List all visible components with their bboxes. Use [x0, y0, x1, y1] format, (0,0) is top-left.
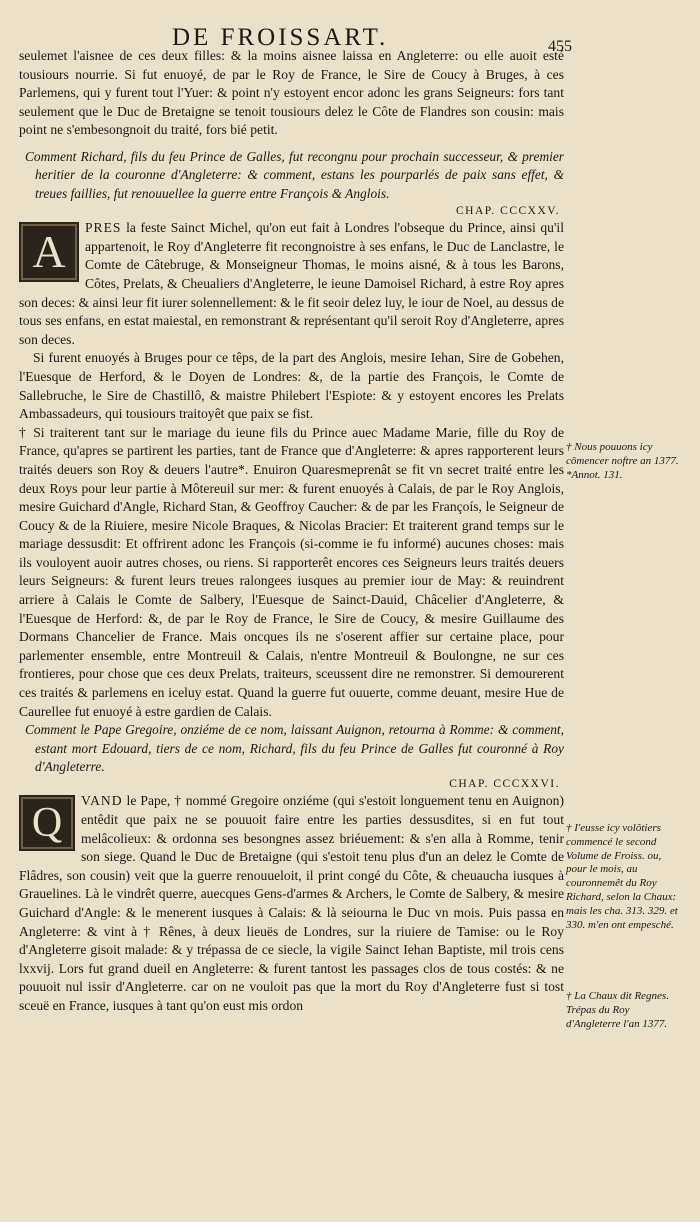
opening-paragraph: seulemet l'aisnee de ces deux filles: & la moins aisnee laissa en Angleterre: ou elle auoit esté tousiours nourrie. Si fut enuoyé, de par le Roy de France, le Sire de Coucy à Bruges, à ces Parlemens, qui y furent tout l'Yuer: & point n'y estoyent encor adonc les grans Seigneurs: fors tant seulement que le Duc de Bretaigne se tenoit tousiours delez le Côte de Flandres son cousin: mais point ne s'embesongnoit du traité, fors bié petit. — [19, 48, 564, 138]
chapter-325-lead-word: PRES — [85, 220, 122, 236]
main-text-column — [19, 47, 564, 1016]
page-number: 455 — [548, 38, 572, 55]
chapter-326-paragraph-1-text: le Pape, † nommé Gregoire onziéme (qui s'estoit longuement tenu en Auignon) entêdit que paix ne se pouuoit faire entre les parties dessusdites, si en fut tout melâcolieux: & ordonna ses besongnes assez briéuement: & s'en alla à Romme, tenir son siege. Quand le Duc de Bretaigne (qui s'estoit tenu plus d'un an delez le Comte de Flâdres, son cousin) veit que la guerre renouueloit, il print congé du Côte, & cheuaucha iusques à Grauelines. Là le vindrêt querre, auecques Gens-d'armes & Archers, le Comte de Salbery, & mesire Guichard d'Angle: & le menerent iusques à Calais: & là seiourna le Duc vn mois. Puis passa en Angleterre: & vint à † Rênes, à deux lieuës de Londres, sur la riuiere de Tamise: ou le Roy d'Angleterre gisoit malade: & y trépassa de ce siecle, la vigile Sainct Iehan Baptiste, mil trois cens lxxvij. Lors fut grand dueil en Angleterre: & furent tantost les passages clos de tous costés: & ne pouuoit nul issir d'Angleterre. car on ne vouloit pas que la mort du Roy d'Angleterre fust si tost sceuë en France, iusques à tant qu'on eust mis ordon — [19, 793, 564, 1013]
chapter-325-paragraph-1-text: la feste Sainct Michel, qu'on eut fait à Londres l'obseque du Prince, ainsi qu'il appartenoit, le Roy d'Angleterre fit recongnoistre à ses enfans, le Duc de Lanclastre, le Comte de Câtebruge, & Monseigneur Thomas, le moins aisné, & à tous les Barons, Côtes, Prelats, & Cheualiers d'Angleterre, le ieune Damoisel Richard, à estre Roy apres son deces: & ainsi leur fit iurer solennellement: & le fit seoir delez luy, le iour de Noel, au dessus de tous ses enfans, en estat maiestal, en remonstrant & représentant qu'il seroit Roy d'Angleterre, apres son deces. — [19, 220, 564, 347]
chapter-326-number: CHAP. CCCXXVI. — [449, 778, 560, 791]
chapter-326-paragraph-1 — [19, 792, 564, 1015]
running-head: DE FROISSART. — [172, 24, 389, 51]
margin-note-death: † La Chaux dit Regnes. Trépas du Roy d'Angleterre l'an 1377. — [566, 990, 669, 1030]
margin-note-volume: † I'eusse icy volôtiers commencé le second Volume de Froiss. ou, pour le mois, au couronnemêt du Roy Richard, selon la Chaux: mais les cha. 313. 329. et 330. m'en ont empesché. — [566, 822, 678, 931]
chapter-325-paragraph-1 — [19, 219, 564, 349]
drop-cap-q: Q — [19, 795, 75, 851]
drop-cap-a: A — [19, 222, 79, 282]
chapter-326-heading: Comment le Pape Gregoire, onziéme de ce nom, laissant Auignon, retourna à Romme: & comment, estant mort Edouard, tiers de ce nom, Richard, fils du feu Prince de Galles fut couronné à Roy d'Angleterre. — [25, 722, 564, 775]
chapter-325-paragraph-2: Si furent enuoyés à Bruges pour ce têps, de la part des Anglois, mesire Iehan, Sire de Gobehen, l'Euesque de Herford, & le Doyen de Londres: &, de la partie des François, le Comte de Sallebruche, le Sire de Chastillô, & maistre Philebert l'Espiote: & y estoyent encores les Prelats Ambassadeurs, qui tousiours traitoyêt que paix se fist. — [19, 350, 564, 422]
chapter-325-paragraph-3: † Si traiterent tant sur le mariage du ieune fils du Prince auec Madame Marie, fille du Roy de France, qu'apres se partirent les parties, tant de France que d'Angleterre: & apres rapporterent leurs traités deuers son Roy & deuers l'autre*. Enuiron Quaresmeprenât se fit vn secret traité entre les deux Roys pour leur partie à Môtereuil sur mer: & furent enuoyés à Calais, de par le Roy Anglois, mesire Guichard d'Angle, Richard Stan, & Geoffroy Caucher: & de par les Françoís, le Seigneur de Coucy & de la Riuiere, mesire Nicole Braques, & Nicolas Bracier: Et traiterent grand temps sur le mariage dessusdit: Et offrirent adonc les François (si-comme ie fu informé) aucunes choses: mais ils vouloyent auoir autres choses, ou riens. Si rapporterêt encores ces Seigneurs leurs traités deuers leurs Seigneurs: & furent leurs treues ralongees iusques au premier iour de May: & reuindrent arriere à Calais le Comte de Salbery, l'Euesque de Sainct-Dauid, Châcelier d'Angleterre, & l'Euesque de Herford: &, de par le Roy de France, le Sire de Coucy, & mesire Guillaume des Dormans Chancelier de France. Mais oncques ils ne s'oserent affier sur certaine place, pour parlementer ensemble, entre Montreuil & Calais, n'entre Montreuil & Boulongne, ne sur ces frontieres, pour chose que ces deux Prelats, traiteurs, sceussent dire ne remonstrer. Si demourerent ces traités & parlemens en iceluy estat. Quand la guerre fut ouuerte, comme deuant, mesire Hue de Caurellee fut enuoyé à estre gardien de Calais. — [19, 424, 564, 719]
margin-note-year: † Nous pouuons icy cômencer noftre an 1377. *Annot. 131. — [566, 441, 679, 481]
chapter-325-heading: Comment Richard, fils du feu Prince de Galles, fut recongnu pour prochain successeur, & premier heritier de la couronne d'Angleterre: & comment, estans les pourparlés de paix sans effet, & treues faillies, fut renouuellee la guerre entre François & Anglois. — [25, 148, 564, 201]
chapter-326-lead-word: VAND — [81, 793, 123, 809]
chapter-325-number: CHAP. CCCXXV. — [456, 205, 560, 218]
